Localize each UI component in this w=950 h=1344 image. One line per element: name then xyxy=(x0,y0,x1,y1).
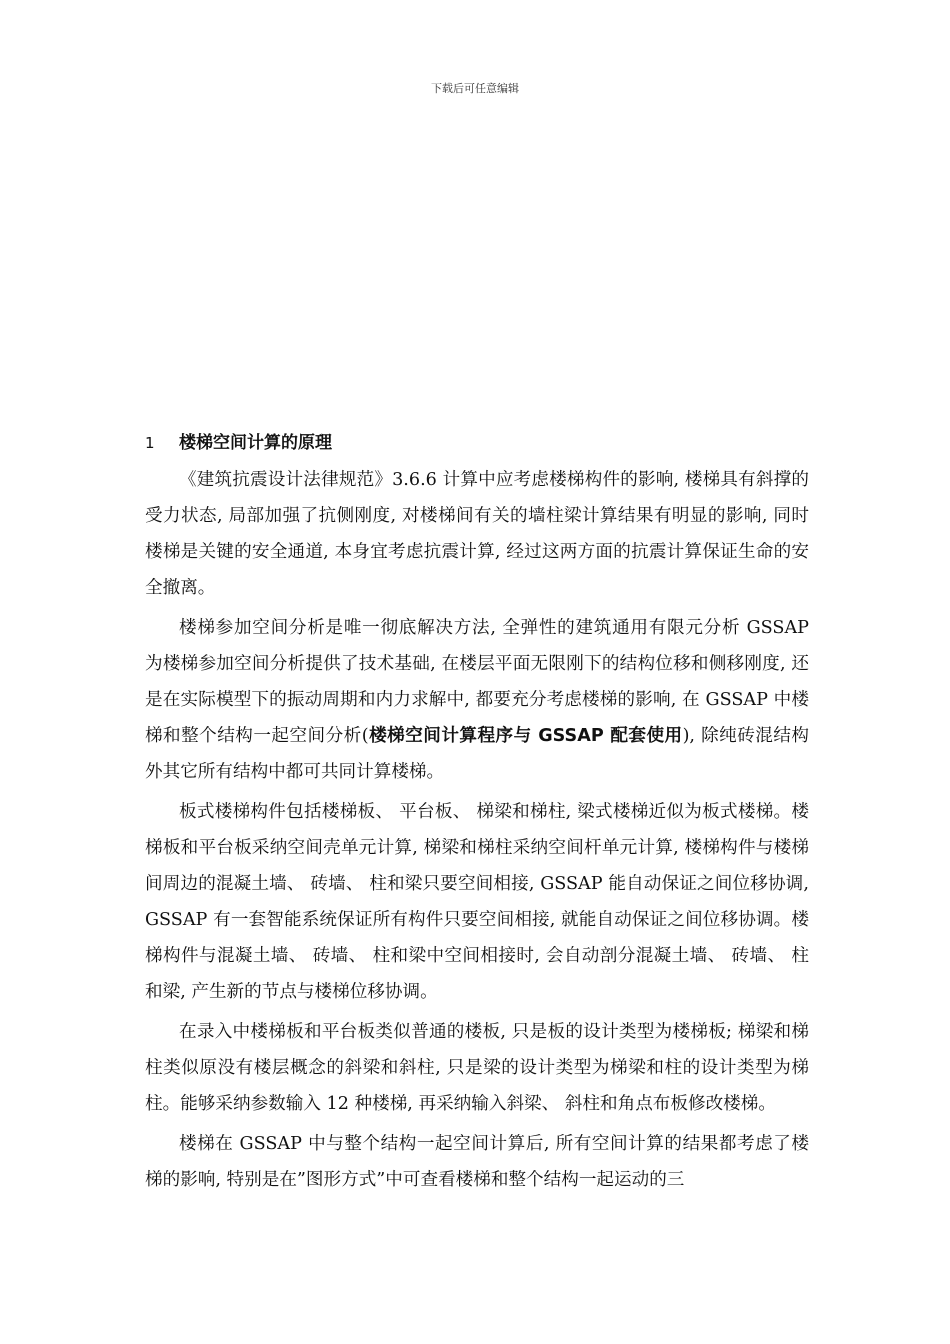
document-body xyxy=(145,428,809,1202)
section-number: 1 xyxy=(145,434,155,452)
paragraph-2-text-after: ), 除纯砖混结构外其它所有结构中都可共同计算楼梯。 xyxy=(145,726,809,782)
paragraph-5: 楼梯在 GSSAP 中与整个结构一起空间计算后, 所有空间计算的结果都考虑了楼梯的影响, 特别是在”图形方式”中可查看楼梯和整个结构一起运动的三 xyxy=(145,1134,809,1190)
paragraph-2-bold: 楼梯空间计算程序与 GSSAP 配套使用 xyxy=(368,726,683,746)
paragraph-2 xyxy=(145,610,809,790)
section-title: 楼梯空间计算的原理 xyxy=(179,433,332,453)
paragraph-2-text-before: 楼梯参加空间分析是唯一彻底解决方法, 全弹性的建筑通用有限元分析 GSSAP 为楼梯参加空间分析提供了技术基础, 在楼层平面无限刚下的结构位移和侧移刚度, 还是在实际模型下的振动周期和内力求解中, 都要充分考虑楼梯的影响, 在 GSSAP 中楼梯和整个结构一起空间分析( xyxy=(145,618,809,746)
paragraph-4: 在录入中楼梯板和平台板类似普通的楼板, 只是板的设计类型为楼梯板; 梯梁和梯柱类似原没有楼层概念的斜梁和斜柱, 只是梁的设计类型为梯梁和柱的设计类型为梯柱。能够采纳参数输入 12 种楼梯, 再采纳输入斜梁、 斜柱和角点布板修改楼梯。 xyxy=(145,1022,809,1114)
paragraph-3: 板式楼梯构件包括楼梯板、 平台板、 梯梁和梯柱, 梁式楼梯近似为板式楼梯。楼梯板和平台板采纳空间壳单元计算, 梯梁和梯柱采纳空间杆单元计算, 楼梯构件与楼梯间周边的混凝土墙、 砖墙、 柱和梁只要空间相接, GSSAP 能自动保证之间位移协调, GSSAP 有一套智能系统保证所有构件只要空间相接, 就能自动保证之间位移协调。楼梯构件与混凝土墙、 砖墙、 柱和梁中空间相接时, 会自动剖分混凝土墙、 砖墙、 柱和梁, 产生新的节点与楼梯位移协调。 xyxy=(145,802,809,1002)
section-heading xyxy=(145,428,809,458)
paragraph-1: 《建筑抗震设计法律规范》3.6.6 计算中应考虑楼梯构件的影响, 楼梯具有斜撑的受力状态, 局部加强了抗侧刚度, 对楼梯间有关的墙柱梁计算结果有明显的影响, 同时楼梯是关键的安全通道, 本身宜考虑抗震计算, 经过这两方面的抗震计算保证生命的安全撤离。 xyxy=(145,470,809,598)
page-header: 下载后可任意编辑 xyxy=(431,82,519,95)
